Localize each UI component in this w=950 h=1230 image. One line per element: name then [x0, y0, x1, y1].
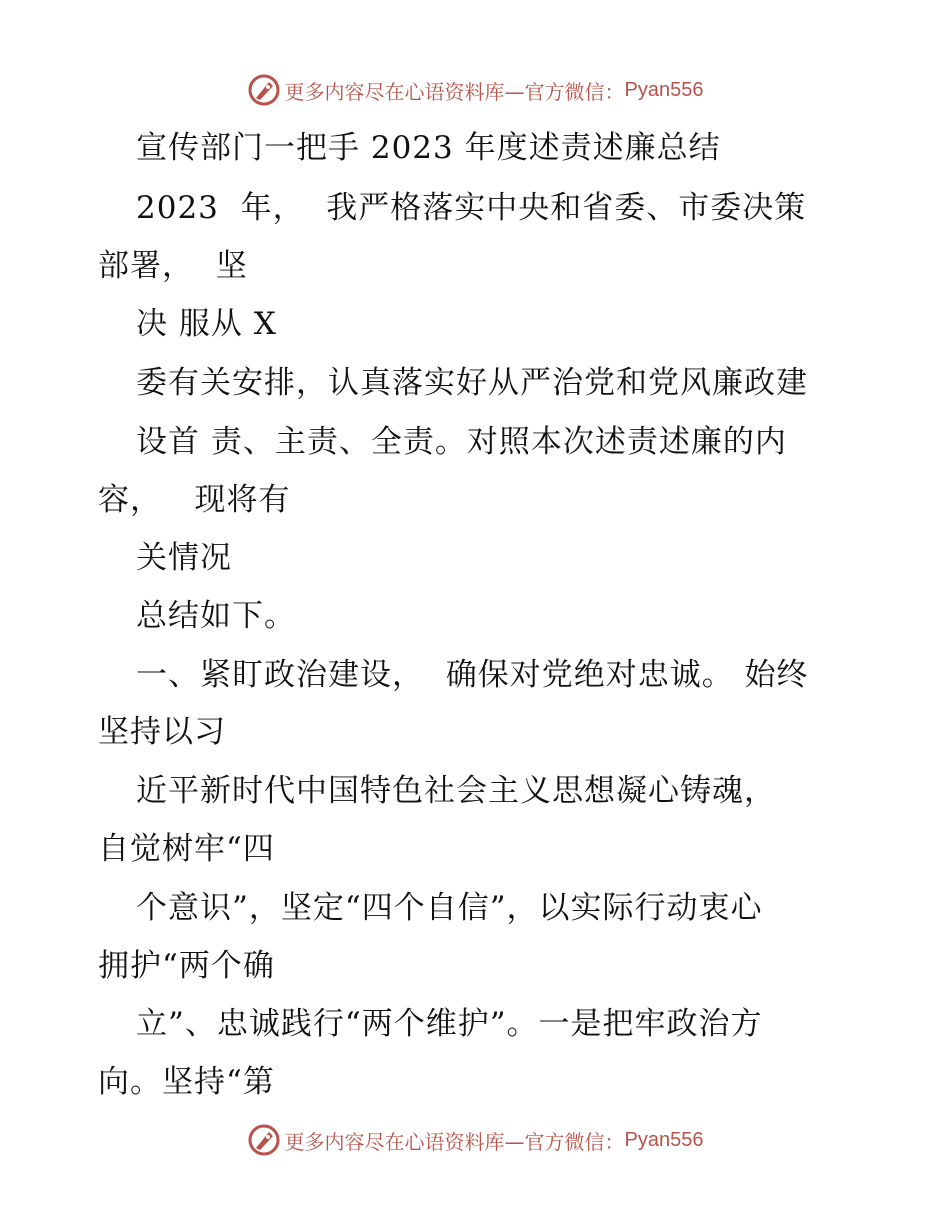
header-watermark	[0, 70, 950, 110]
paragraph-line: 容， 现将有	[98, 482, 291, 518]
watermark-text: 更多内容尽在心语资料库—官方微信：	[284, 1129, 625, 1154]
paragraph-line: 近平新时代中国特色社会主义思想凝心铸魂，	[136, 773, 776, 809]
paragraph-line: 部署， 坚	[98, 248, 248, 284]
paragraph-line: 关情况	[136, 540, 232, 576]
document-title: 宣传部门一把手 2023 年度述责述廉总结	[136, 130, 721, 166]
pen-nib-logo-icon	[247, 1123, 281, 1157]
paragraph-line: 决 服从 X	[136, 306, 277, 342]
paragraph-line: 个意识”，坚定“四个自信”，以实际行动衷心	[136, 890, 763, 926]
watermark-text: 更多内容尽在心语资料库—官方微信：	[284, 79, 625, 104]
paragraph-line: 立”、忠诚践行“两个维护”。一是把牢政治方	[136, 1006, 763, 1042]
footer-watermark	[0, 1120, 950, 1160]
paragraph-line: 拥护“两个确	[98, 948, 275, 984]
watermark-wechat-id: Pyan556	[624, 1128, 704, 1151]
watermark-wechat-id: Pyan556	[624, 78, 704, 101]
paragraph-line: 坚持以习	[98, 714, 226, 750]
paragraph-line: 总结如下。	[136, 598, 296, 634]
paragraph-line: 向。坚持“第	[98, 1064, 275, 1100]
pen-nib-logo-icon	[247, 73, 281, 107]
paragraph-line: 自觉树牢“四	[98, 831, 275, 867]
paragraph-line: 委有关安排，认真落实好从严治党和党风廉政建	[136, 365, 808, 401]
section-heading-line: 一、紧盯政治建设， 确保对党绝对忠诚。 始终	[136, 657, 809, 693]
paragraph-line: 2023 年， 我严格落实中央和省委、市委决策	[136, 190, 807, 226]
paragraph-line: 设首 责、主责、全责。对照本次述责述廉的内	[136, 424, 787, 460]
